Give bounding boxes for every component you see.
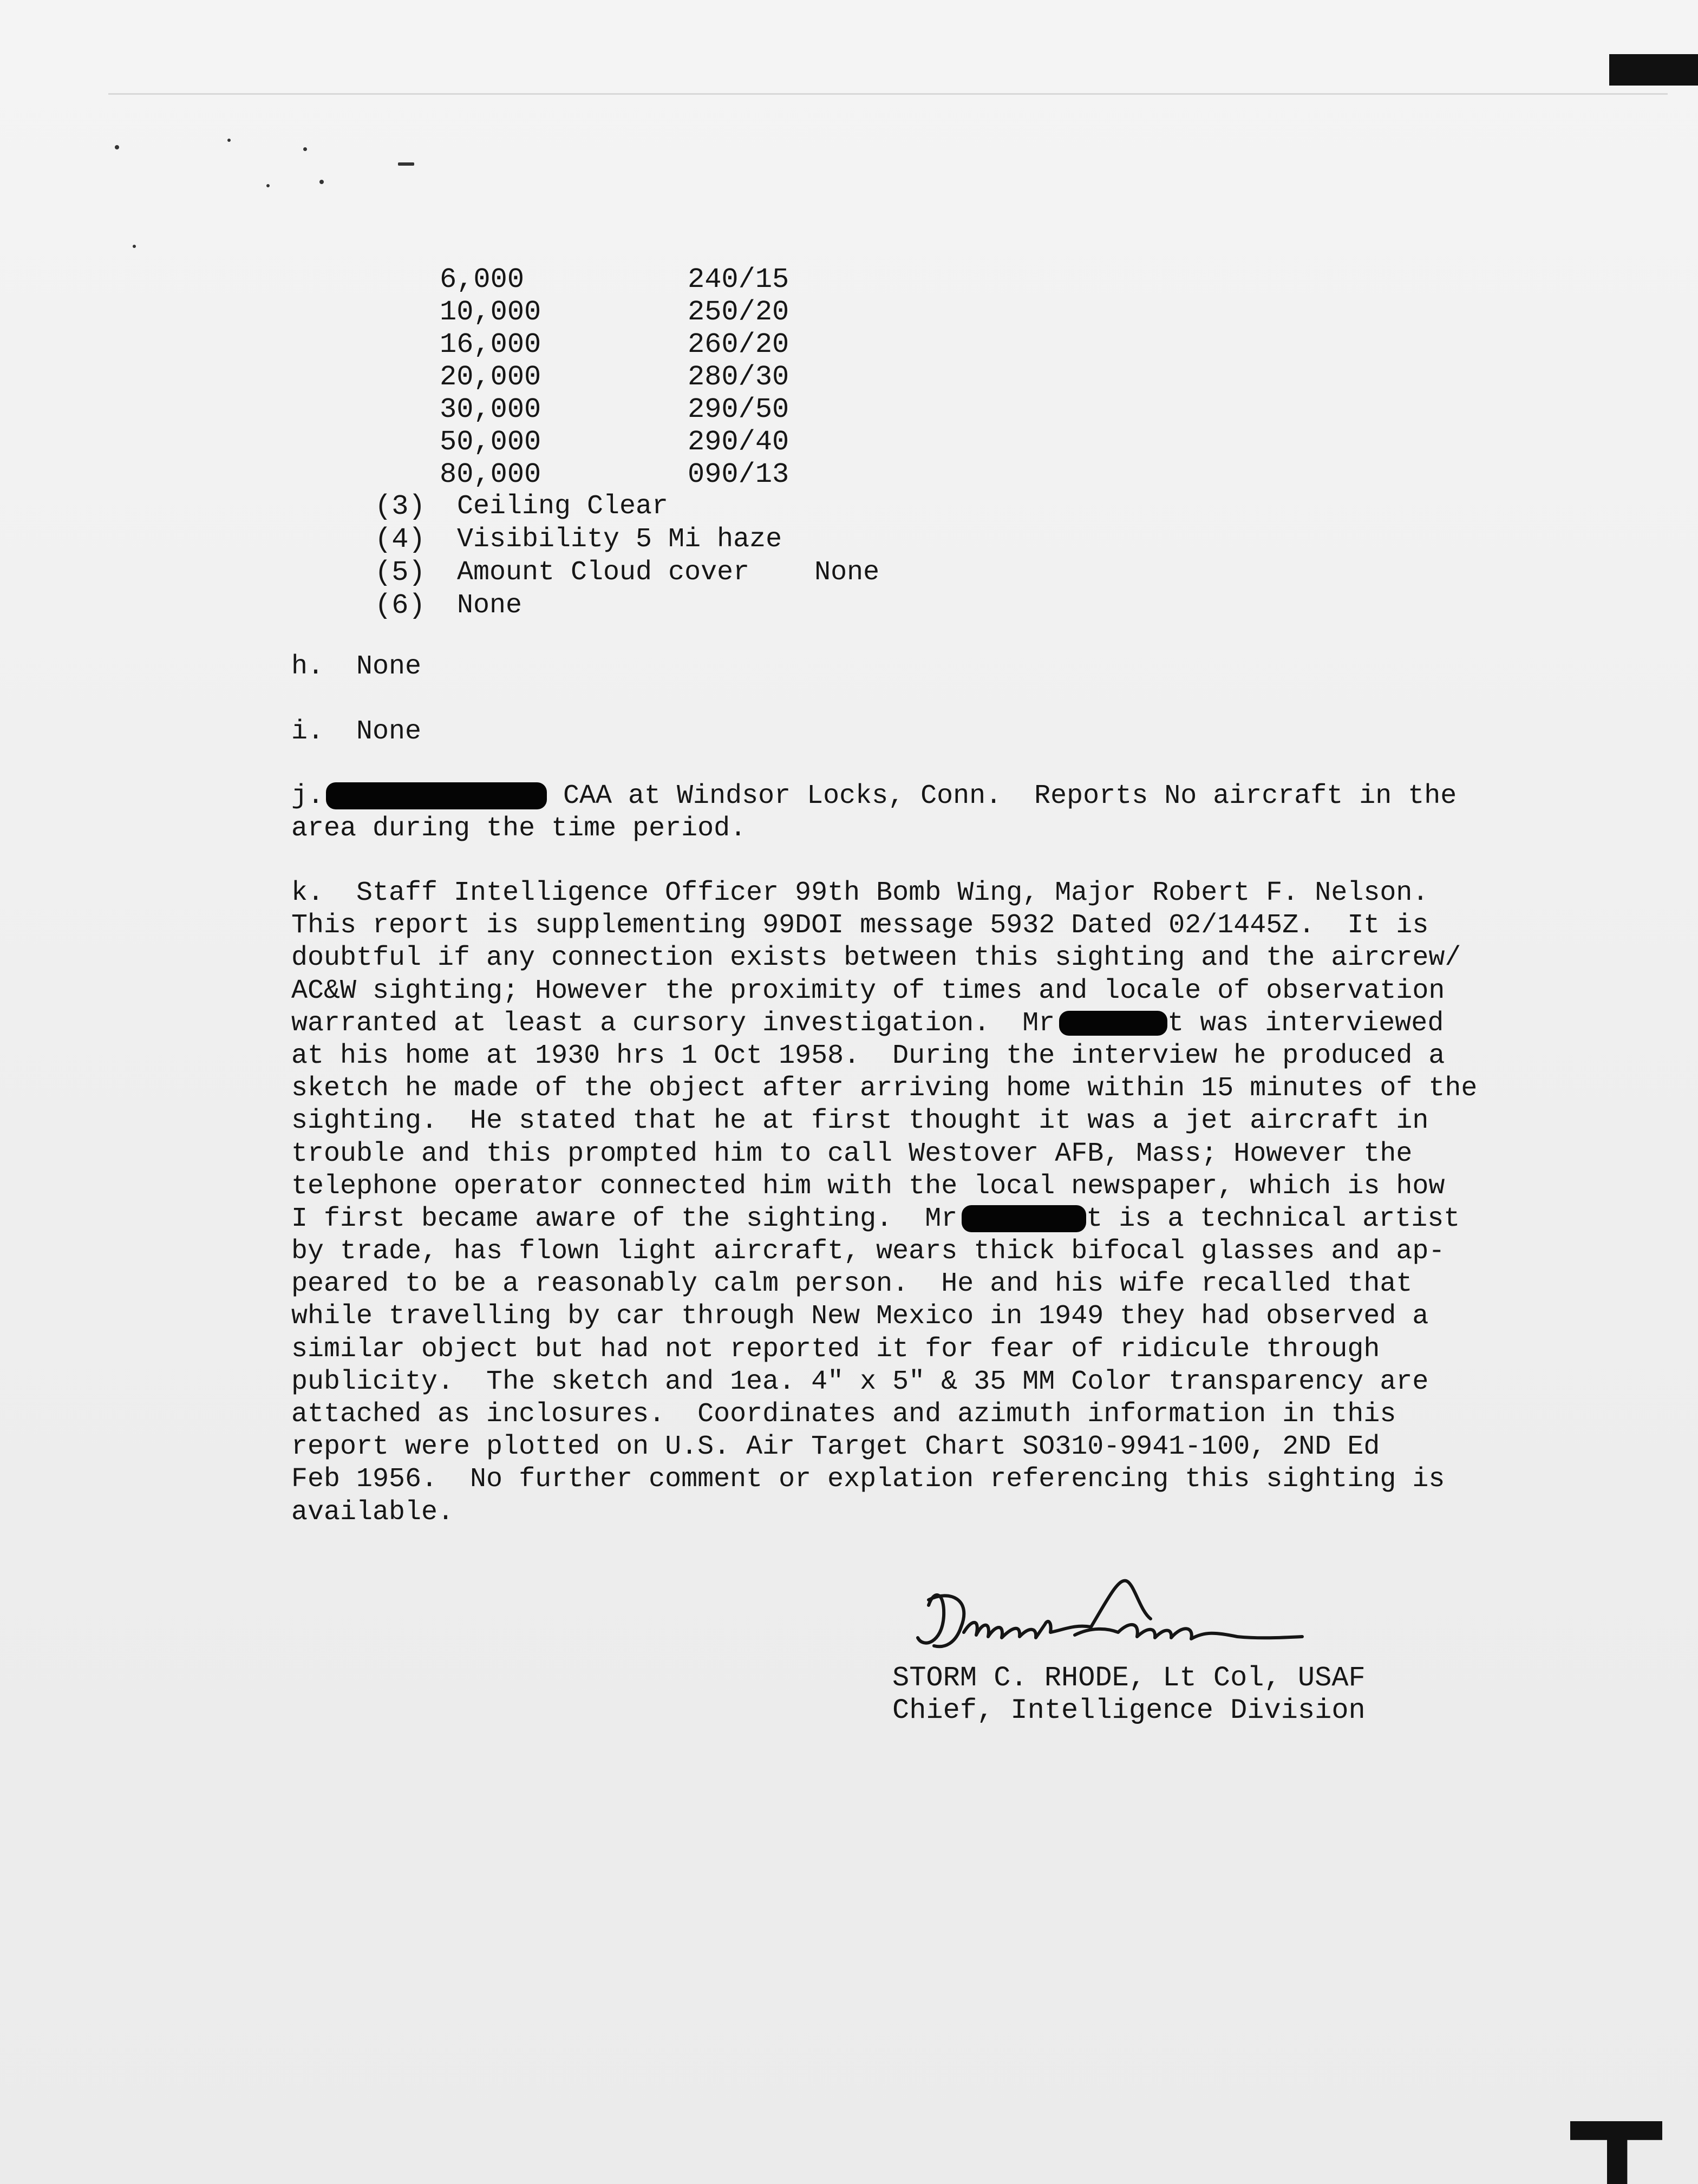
scan-speck (227, 139, 231, 142)
paragraph-line: report were plotted on U.S. Air Target Chart SO310-9941-100, 2ND Ed (291, 1431, 1380, 1463)
winds-aloft-row (440, 329, 789, 361)
paragraph-line: trouble and this prompted him to call Westover AFB, Mass; However the (291, 1138, 1413, 1169)
altitude-value: 10,000 (440, 296, 541, 328)
paragraph-line-tail: t was interviewed (1167, 1008, 1444, 1039)
wind-value: 290/50 (688, 394, 789, 426)
weather-item-text: Amount Cloud cover None (457, 557, 880, 588)
altitude-value: 80,000 (440, 459, 541, 491)
paragraph-line: Feb 1956. No further comment or explation referencing this sighting is (291, 1464, 1445, 1495)
item-k-paragraph (291, 877, 1677, 1529)
scan-speck (319, 180, 324, 184)
paragraph-line: available. (291, 1496, 454, 1528)
altitude-value: 6,000 (440, 264, 525, 296)
paragraph-line: telephone operator connected him with the local newspaper, which is how (291, 1171, 1445, 1202)
paragraph-line: warranted at least a cursory investigation. Mr (291, 1008, 1055, 1039)
winds-aloft-row (440, 296, 789, 329)
paragraph-line: AC&W sighting; However the proximity of times and locale of observation (291, 975, 1445, 1006)
scan-corner-mark (1570, 2121, 1662, 2184)
page-edge (108, 93, 1668, 95)
paragraph-line: attached as inclosures. Coordinates and azimuth information in this (291, 1399, 1396, 1430)
paragraph-line: sighting. He stated that he at first thought it was a jet aircraft in (291, 1106, 1429, 1137)
weather-item-number: (5) (375, 557, 426, 588)
paragraph-line: This report is supplementing 99DOI message 5932 Dated 02/1445Z. It is (291, 910, 1429, 941)
paragraph-line: publicity. The sketch and 1ea. 4" x 5" & 35 MM Color transparency are (291, 1366, 1429, 1397)
redaction-mark (326, 782, 547, 809)
altitude-value: 16,000 (440, 329, 541, 361)
signer-title: Chief, Intelligence Division (892, 1695, 1366, 1727)
paragraph-line: similar object but had not reported it for fear of ridicule through (291, 1333, 1380, 1365)
weather-item (375, 523, 879, 556)
redaction-mark (962, 1205, 1086, 1232)
paragraph-line-tail: t is a technical artist (1086, 1203, 1460, 1234)
scan-speck (303, 147, 307, 151)
paragraph-line: by trade, has flown light aircraft, wears thick bifocal glasses and ap- (291, 1236, 1445, 1267)
winds-aloft-row (440, 361, 789, 394)
weather-list (375, 490, 879, 622)
paragraph-line: k. Staff Intelligence Officer 99th Bomb Wing, Major Robert F. Nelson. (291, 878, 1429, 908)
winds-aloft-table (440, 264, 789, 491)
winds-aloft-row (440, 394, 789, 426)
winds-aloft-row (440, 264, 789, 296)
weather-item-text: None (457, 590, 523, 621)
scan-speck (266, 184, 270, 187)
wind-value: 260/20 (688, 329, 789, 361)
weather-item (375, 589, 879, 622)
item-j-text: area during the time period. (291, 813, 747, 845)
wind-value: 280/30 (688, 361, 789, 393)
paragraph-line: I first became aware of the sighting. Mr (291, 1203, 958, 1234)
signature-block (892, 1662, 1366, 1727)
item-j (291, 780, 1677, 845)
paragraph-line: at his home at 1930 hrs 1 Oct 1958. During the interview he produced a (291, 1040, 1445, 1071)
weather-item-text: Ceiling Clear (457, 491, 669, 522)
weather-item (375, 556, 879, 589)
weather-item-number: (3) (375, 491, 426, 522)
handwritten-signature (912, 1567, 1346, 1676)
scan-speck (133, 245, 136, 248)
wind-value: 250/20 (688, 296, 789, 328)
altitude-value: 30,000 (440, 394, 541, 426)
item-h: h. None (291, 651, 422, 682)
altitude-value: 20,000 (440, 361, 541, 393)
wind-value: 240/15 (688, 264, 789, 296)
scan-speck (115, 145, 119, 149)
scan-speck (398, 162, 414, 166)
item-j-text: CAA at Windsor Locks, Conn. Reports No aircraft in the (547, 781, 1457, 812)
item-j-label: j. (291, 781, 324, 812)
paragraph-line: peared to be a reasonably calm person. He and his wife recalled that (291, 1268, 1413, 1300)
wind-value: 090/13 (688, 459, 789, 491)
winds-aloft-row (440, 426, 789, 459)
scan-corner-mark (1609, 54, 1698, 86)
weather-item-text: Visibility 5 Mi haze (457, 524, 782, 555)
paragraph-line: sketch he made of the object after arriving home within 15 minutes of the (291, 1073, 1478, 1104)
altitude-value: 50,000 (440, 426, 541, 458)
redaction-mark (1059, 1011, 1167, 1036)
winds-aloft-row (440, 459, 789, 491)
wind-value: 290/40 (688, 426, 789, 458)
weather-item-number: (6) (375, 590, 426, 622)
weather-item (375, 490, 879, 523)
weather-item-number: (4) (375, 524, 426, 555)
paragraph-line: doubtful if any connection exists between this sighting and the aircrew/ (291, 943, 1461, 974)
item-i: i. None (291, 716, 422, 747)
paragraph-line: while travelling by car through New Mexico in 1949 they had observed a (291, 1301, 1429, 1332)
signer-name: STORM C. RHODE, Lt Col, USAF (892, 1662, 1366, 1694)
